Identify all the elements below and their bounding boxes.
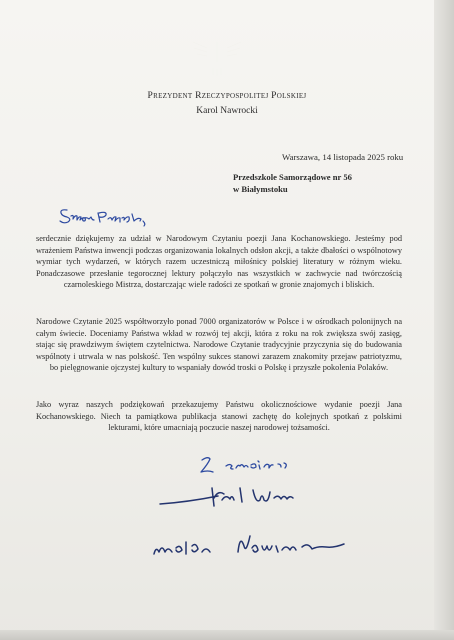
header-name: Karol Nawrocki: [196, 106, 258, 116]
recipient-line-2: w Białymstoku: [233, 184, 288, 194]
page-bottom-edge: [0, 630, 454, 640]
paragraph-3: Jako wyraz naszych podziękowań przekazujemy Państwu okolicznościowe wydanie poezji Jana Kochanowskiego. Niech ta pamiątkowa publikacja stanowi zachętę do kolejnych spotkań z polskimi lekturami, które umacniają poczucie naszej narodowej tożsamości.: [36, 400, 402, 433]
place-and-date: Warszawa, 14 listopada 2025 roku: [282, 152, 404, 162]
header-title: Prezydent Rzeczypospolitej Polskiej: [147, 91, 307, 101]
paragraph-2: Narodowe Czytanie 2025 współtworzyło ponad 7000 organizatorów w Polsce i w ośrodkach polonijnych na całym świecie. Doceniamy Państwa wkład w rozwój tej akcji, która z roku na rok zwiększa swój zasięg, stając się prawdziwym świętem czytelnictwa. Narodowe Czytanie tradycyjnie przyczynia się do budowania wspólnoty i utrwala w nas polskość. Ten wspólny sukces stanowi zarazem znakomity przejaw patriotyzmu, bo pielęgnowanie ojczystej kultury to wspaniały dowód troski o Polskę i przyszłe pokolenia Polaków.: [36, 317, 402, 373]
recipient-address: [233, 171, 352, 195]
handwritten-closing: [196, 450, 308, 480]
polish-eagle-emblem-icon: [185, 20, 249, 92]
paragraph-1: serdecznie dziękujemy za udział w Narodowym Czytaniu poezji Jana Kochanowskiego. Jesteśmy pod wrażeniem Państwa inwencji podczas organizowania lokalnych odsłon akcji, a także dbałości o wspólnotowy wymiar tych wydarzeń, w których razem uczestniczą miłośnicy polskiej literatury w różnym wieku. Ponadczasowe przesłanie tegorocznej lektury połączyło nas wszystkich w zachwycie nad twórczością czarnoleskiego Mistrza, dostarczając wiele radości ze spotkań w gronie znajomych i bliskich.: [36, 234, 402, 290]
signature-karol-nawrocki: [158, 482, 308, 510]
handwritten-salutation: [58, 205, 180, 227]
recipient-line-1: Przedszkole Samorządowe nr 56: [233, 172, 352, 182]
signature-marta-nawrocka: [148, 516, 348, 562]
